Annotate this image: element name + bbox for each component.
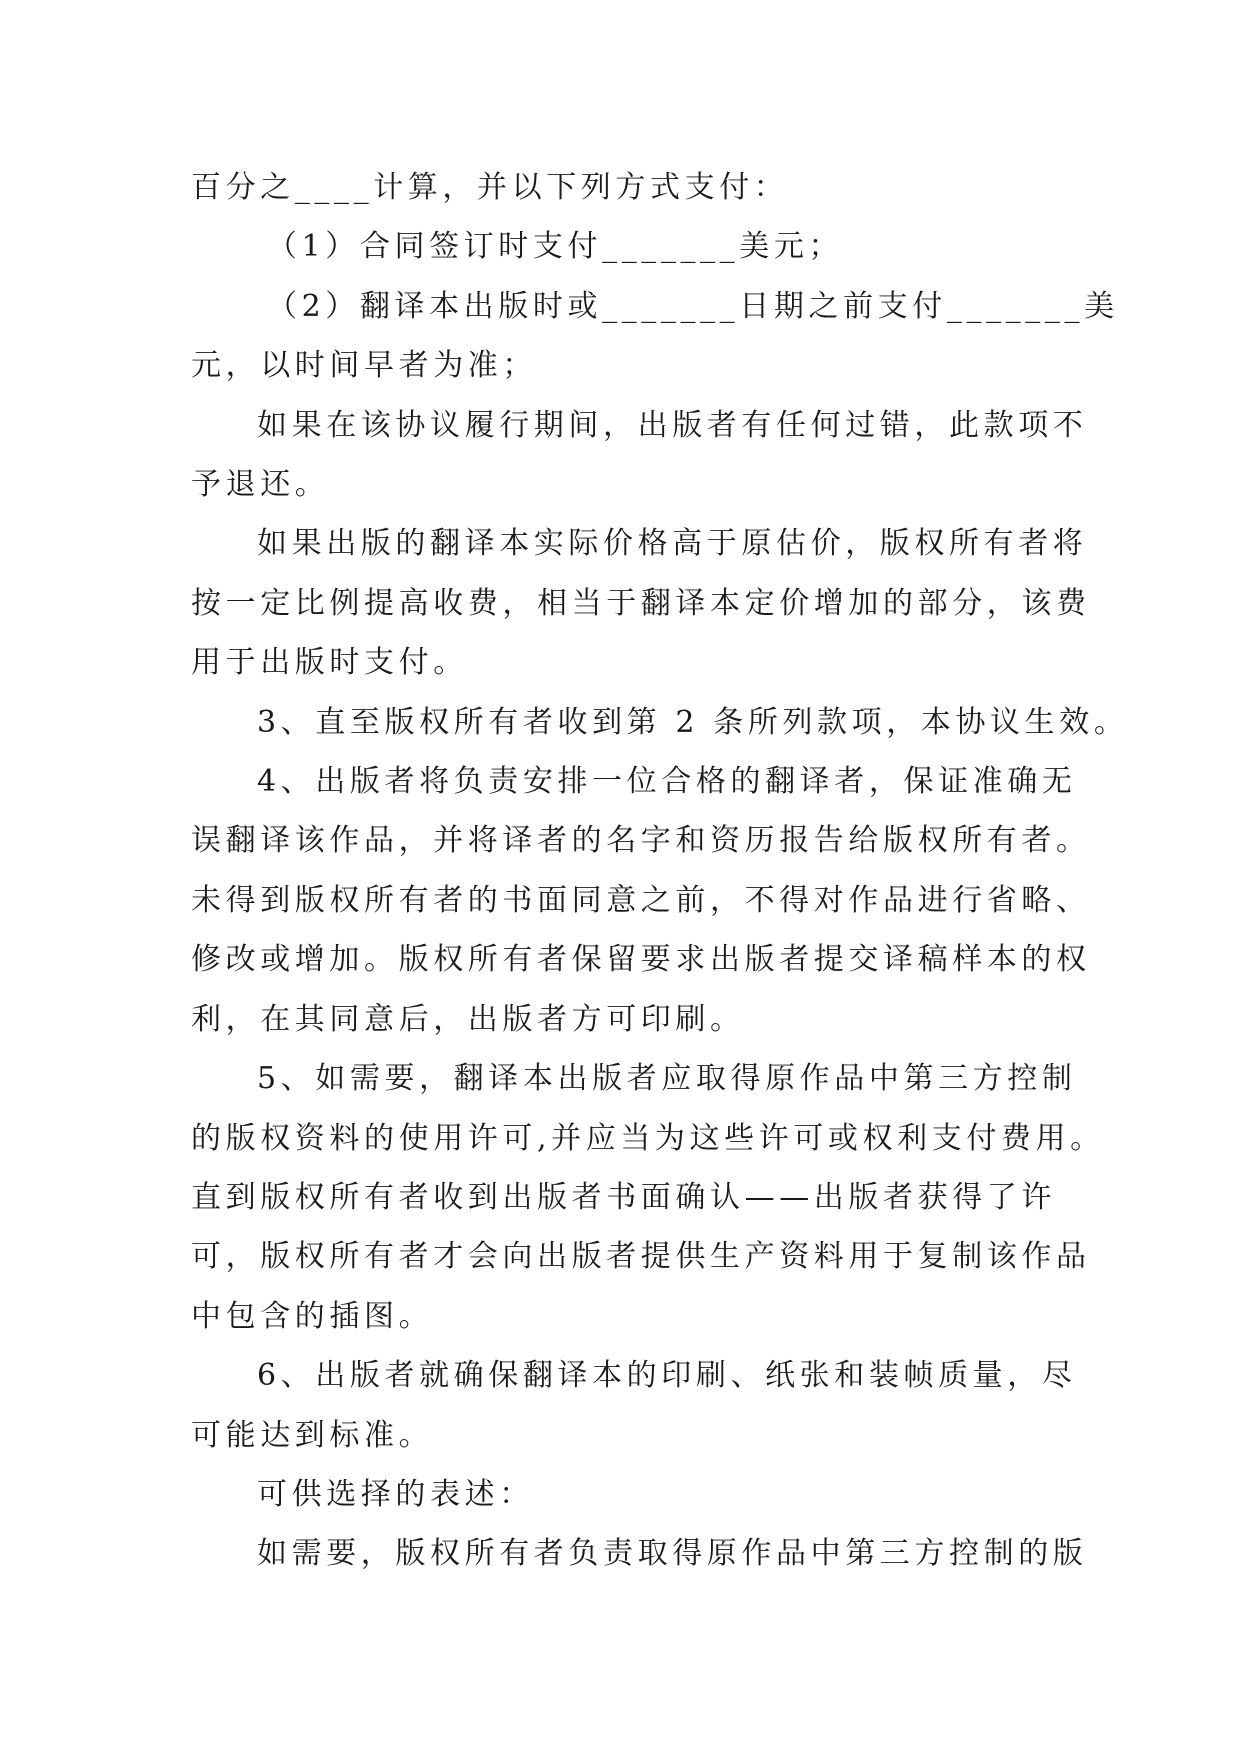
text-line: 予退还。	[191, 467, 330, 503]
text-line: 可供选择的表述：	[257, 1476, 534, 1512]
text-line: 中包含的插图。	[191, 1298, 434, 1334]
text-line: 可能达到标准。	[191, 1417, 434, 1453]
text-line: 百分之____计算，并以下列方式支付：	[191, 170, 789, 205]
text-line: 可，版权所有者才会向出版者提供生产资料用于复制该作品	[191, 1239, 1091, 1275]
text-line: 如需要，版权所有者负责取得原作品中第三方控制的版	[257, 1536, 1088, 1572]
text-line: 4、出版者将负责安排一位合格的翻译者，保证准确无	[257, 764, 1077, 800]
text-line: 利，在其同意后，出版者方可印刷。	[191, 1001, 745, 1037]
text-line: 未得到版权所有者的书面同意之前，不得对作品进行省略、	[191, 882, 1091, 918]
text-line: 用于出版时支付。	[191, 645, 468, 681]
text-line: 误翻译该作品，并将译者的名字和资历报告给版权所有者。	[191, 823, 1091, 859]
text-line: （1）合同签订时支付_______美元；	[267, 229, 844, 265]
text-line: 如果在该协议履行期间，出版者有任何过错，此款项不	[257, 407, 1088, 443]
text-line: （2）翻译本出版时或_______日期之前支付_______美	[267, 288, 1119, 324]
text-line: 3、直至版权所有者收到第 2 条所列款项，本协议生效。	[257, 704, 1129, 740]
text-line: 修改或增加。版权所有者保留要求出版者提交译稿样本的权	[191, 942, 1091, 978]
text-line: 如果出版的翻译本实际价格高于原估价，版权所有者将	[257, 526, 1088, 562]
text-line: 5、如需要，翻译本出版者应取得原作品中第三方控制	[257, 1061, 1077, 1097]
text-line: 元，以时间早者为准；	[191, 348, 537, 384]
text-line: 的版权资料的使用许可,并应当为这些许可或权利支付费用。	[191, 1120, 1105, 1156]
document-page	[191, 158, 1129, 1584]
text-line: 按一定比例提高收费，相当于翻译本定价增加的部分，该费	[191, 585, 1091, 621]
text-line: 直到版权所有者收到出版者书面确认——出版者获得了许	[191, 1179, 1056, 1215]
text-line: 6、出版者就确保翻译本的印刷、纸张和装帧质量，尽	[257, 1358, 1077, 1394]
